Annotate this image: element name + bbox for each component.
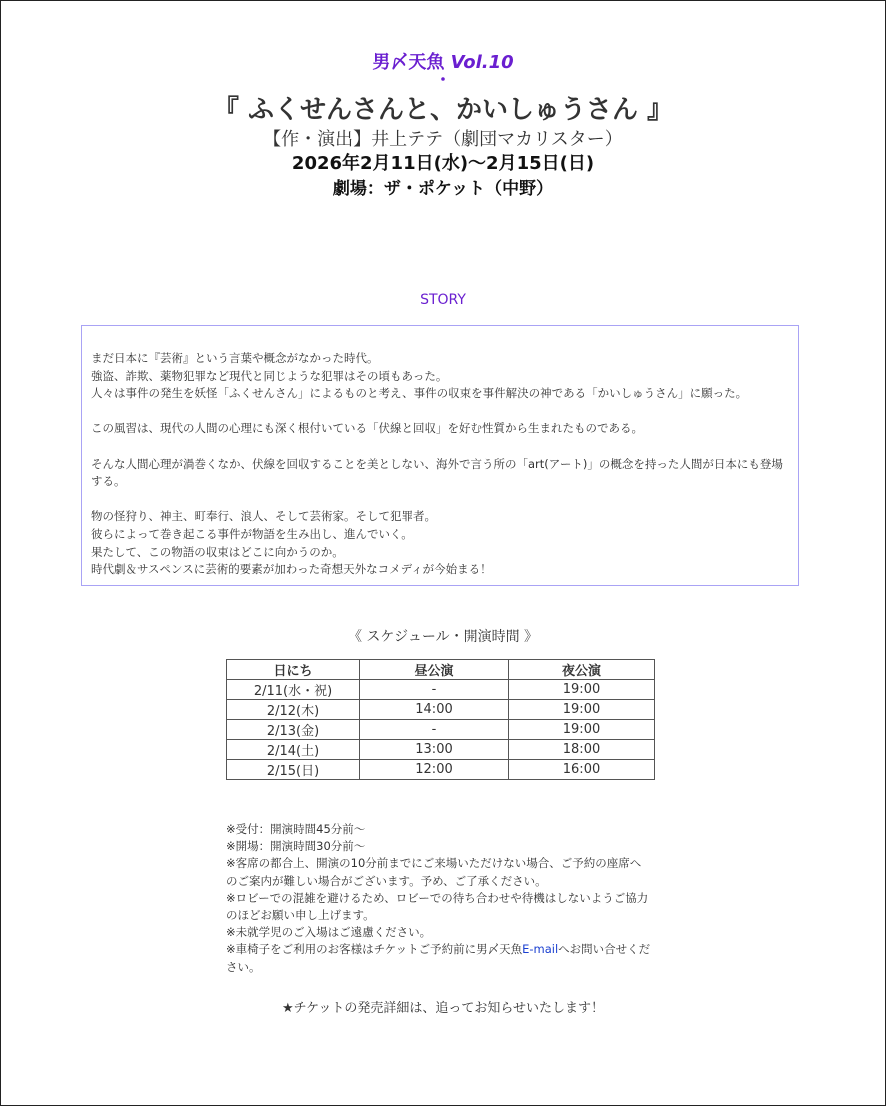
- date-cell: 2/15(日): [227, 760, 360, 780]
- note-line-wheelchair: [226, 941, 656, 958]
- troupe-label: 男〆天魚: [372, 52, 445, 73]
- matinee-cell: 14:00: [360, 700, 509, 720]
- story-line: 彼らによって巻き起こる事件が物語を生み出し、進んでいく。: [91, 526, 413, 541]
- story-line: 物の怪狩り、神主、町奉行、浪人、そして芸術家。そして犯罪者。: [91, 509, 436, 524]
- note-line: ※受付：開演時間45分前〜: [226, 822, 366, 836]
- column-header-matinee: 昼公演: [360, 660, 509, 680]
- performance-dates: [0, 152, 886, 176]
- credit-line: 【作・演出】井上テテ（劇団マカリスター）: [263, 129, 623, 150]
- wheelchair-note-text: ※車椅子をご利用のお客様はチケットご予約前に男〆天魚: [226, 942, 523, 957]
- volume-label: Vol.10: [450, 52, 514, 73]
- story-line: 時代劇＆サスペンスに芸術的要素が加わった奇想天外なコメディが今始まる！: [91, 562, 492, 577]
- note-line: のご案内が難しい場合がございます。予め、ご了承ください。: [226, 873, 547, 888]
- matinee-cell: -: [360, 680, 509, 700]
- story-line: 人々は事件の発生を妖怪「ふくせんさん」によるものと考え、事件の収束を事件解決の神である「かいしゅうさん」に願った。: [91, 386, 748, 401]
- schedule-table: [226, 659, 655, 780]
- evening-cell: 18:00: [509, 740, 655, 760]
- table-row: [227, 740, 655, 760]
- table-row: [227, 680, 655, 700]
- column-header-evening: 夜公演: [509, 660, 655, 680]
- play-title: 『 ふくせんさんと、かいしゅうさん 』: [212, 95, 674, 125]
- note-line: ※客席の都合上、開演の10分前までにご来場いただけない場合、ご予約の座席へ: [226, 856, 642, 871]
- story-box: [81, 325, 799, 586]
- schedule-heading: 《 スケジュール・開演時間 》: [347, 629, 539, 645]
- table-header-row: [227, 660, 655, 680]
- story-line: そんな人間心理が渦巻くなか、伏線を回収することを美としない、海外で言う所の「art(アート)」の概念を持った人間が日本にも登場: [91, 456, 783, 471]
- evening-cell: 16:00: [509, 760, 655, 780]
- venue-line: 劇場：ザ・ポケット（中野）: [332, 179, 554, 199]
- story-heading: STORY: [420, 292, 466, 308]
- story-line: 果たして、この物語の収束はどこに向かうのか。: [91, 544, 344, 559]
- matinee-cell: -: [360, 720, 509, 740]
- matinee-cell: 12:00: [360, 760, 509, 780]
- date-cell: 2/12(木): [227, 700, 360, 720]
- ticket-notice: ★チケットの発売詳細は、追ってお知らせいたします！: [281, 1001, 605, 1016]
- table-row: [227, 700, 655, 720]
- story-gap: [91, 491, 789, 509]
- note-line: さい。: [226, 959, 261, 974]
- story-line: まだ日本に『芸術』という言葉や概念がなかった時代。: [91, 351, 379, 365]
- note-line: ※未就学児のご入場はご遠慮ください。: [226, 925, 432, 940]
- table-row: [227, 720, 655, 740]
- date-cell: 2/13(金): [227, 720, 360, 740]
- email-link[interactable]: E-mail: [522, 942, 559, 957]
- note-line: ※ロビーでの混雑を避けるため、ロビーでの待ち合わせや待機はしないようご協力: [226, 890, 649, 905]
- evening-cell: 19:00: [509, 680, 655, 700]
- evening-cell: 19:00: [509, 720, 655, 740]
- table-row: [227, 760, 655, 780]
- story-gap: [91, 403, 789, 421]
- note-line: のほどお願い申し上げます。: [226, 908, 375, 923]
- evening-cell: 19:00: [509, 700, 655, 720]
- column-header-date: 日にち: [227, 660, 360, 680]
- dates-text: 2026年2月11日(水)〜2月15日(日): [291, 153, 595, 174]
- date-cell: 2/11(水・祝): [227, 680, 360, 700]
- header: [0, 52, 886, 202]
- story-gap: [91, 438, 789, 456]
- wheelchair-note-text-end: へお問い合せくだ: [558, 942, 651, 957]
- story-line: 強盗、詐欺、薬物犯罪など現代と同じような犯罪はその頃もあった。: [91, 368, 448, 383]
- story-line: する。: [91, 474, 126, 489]
- date-cell: 2/14(土): [227, 740, 360, 760]
- note-line: ※開場：開演時間30分前〜: [226, 839, 366, 854]
- separator-dot: ・: [434, 70, 451, 89]
- story-line: この風習は、現代の人間の心理にも深く根付いている「伏線と回収」を好む性質から生まれたものである。: [91, 421, 643, 436]
- notes-section: [226, 821, 656, 976]
- matinee-cell: 13:00: [360, 740, 509, 760]
